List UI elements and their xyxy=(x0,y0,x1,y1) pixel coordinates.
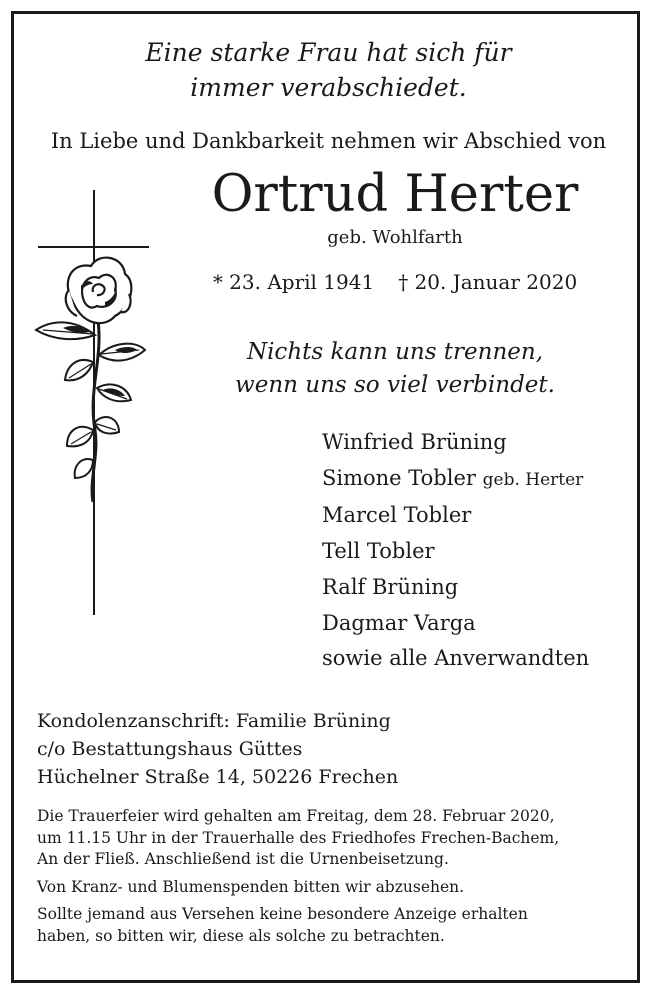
cross-with-rose-icon xyxy=(33,190,158,615)
mourner-item xyxy=(322,641,589,677)
detail-line: Von Kranz- und Blumenspenden bitten wir abzusehen. xyxy=(37,877,465,896)
ceremony-paragraph xyxy=(37,806,559,871)
mourner-name: Marcel Tobler xyxy=(322,503,472,528)
motto-line: immer verabschiedet. xyxy=(190,73,467,102)
maiden-name: geb. Wohlfarth xyxy=(327,227,463,248)
mourner-item xyxy=(322,461,589,499)
quote-line: wenn uns so viel verbindet. xyxy=(235,372,555,398)
detail-line: Die Trauerfeier wird gehalten am Freitag, dem 28. Februar 2020, xyxy=(37,807,555,825)
mourner-name: Tell Tobler xyxy=(322,539,435,564)
quote xyxy=(175,336,615,402)
detail-line: Sollte jemand aus Versehen keine besondere Anzeige erhalten xyxy=(37,905,528,923)
mourner-name: Ralf Brüning xyxy=(322,574,459,599)
birth-date: * 23. April 1941 xyxy=(212,270,375,294)
address-line: c/o Bestattungshaus Güttes xyxy=(37,738,303,760)
mourner-name: Simone Tobler xyxy=(322,465,476,490)
mourner-item xyxy=(322,425,589,461)
detail-line: An der Fließ. Anschließend ist die Urnenbeisetzung. xyxy=(37,850,449,868)
mourner-name: Winfried Brüning xyxy=(322,430,507,454)
condolence-address xyxy=(37,707,398,791)
detail-line: haben, so bitten wir, diese als solche zu betrachten. xyxy=(37,926,445,945)
mourners-list xyxy=(322,425,589,677)
mourner-item xyxy=(322,570,589,606)
motto xyxy=(0,35,657,105)
deceased-name: Ortrud Herter xyxy=(211,165,579,224)
motto-line: Eine starke Frau hat sich für xyxy=(145,38,512,67)
mourner-name: sowie alle Anverwandten xyxy=(322,646,590,671)
flowers-paragraph xyxy=(37,877,559,899)
mourner-item xyxy=(322,534,589,570)
intro-text: In Liebe und Dankbarkeit nehmen wir Abschied von xyxy=(50,129,607,153)
funeral-details xyxy=(37,806,559,947)
life-dates xyxy=(175,268,615,296)
mourner-item xyxy=(322,606,589,642)
mourner-item xyxy=(322,498,589,534)
mourner-suffix: geb. Herter xyxy=(482,469,584,490)
notice-paragraph xyxy=(37,904,559,947)
address-line: Kondolenzanschrift: Familie Brüning xyxy=(37,710,391,732)
address-line: Hüchelner Straße 14, 50226 Frechen xyxy=(37,766,399,788)
detail-line: um 11.15 Uhr in der Trauerhalle des Friedhofes Frechen-Bachem, xyxy=(37,828,560,847)
mourner-name: Dagmar Varga xyxy=(322,610,476,635)
death-date: † 20. Januar 2020 xyxy=(398,270,578,294)
quote-line: Nichts kann uns trennen, xyxy=(246,339,544,365)
